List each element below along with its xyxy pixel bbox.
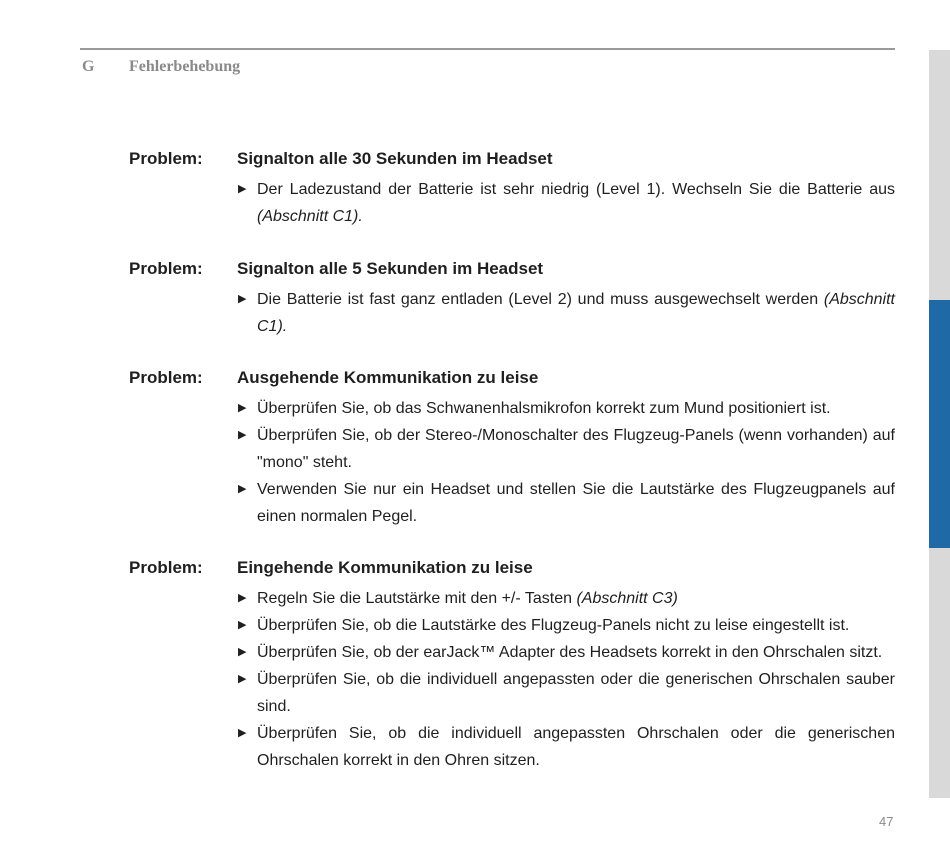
- section-reference: (Abschnitt C3): [576, 590, 678, 607]
- header-rule: [80, 48, 895, 50]
- bullet-list: [237, 395, 895, 530]
- problem-title: Eingehende Kommunikation zu leise: [237, 558, 533, 577]
- problem-title: Ausgehende Kommunikation zu leise: [237, 368, 539, 387]
- triangle-right-icon: ▶: [238, 646, 247, 658]
- bullet-item: [237, 286, 895, 340]
- chapter-title: Fehlerbehebung: [129, 58, 241, 75]
- bullet-text: Überprüfen Sie, ob die Lautstärke des Flugzeug-Panels nicht zu leise eingestellt ist.: [257, 617, 850, 634]
- section-reference: (Abschnitt C1).: [257, 208, 363, 225]
- bullet-text: Regeln Sie die Lautstärke mit den +/- Tasten: [257, 590, 577, 607]
- bullet-text: Die Batterie ist fast ganz entladen (Level 2) und muss ausgewechselt werden: [257, 291, 824, 308]
- bullet-item: [237, 422, 895, 476]
- bullet-text: Der Ladezustand der Batterie ist sehr niedrig (Level 1). Wechseln Sie die Batterie aus: [257, 181, 895, 198]
- bullet-text: Überprüfen Sie, ob das Schwanenhalsmikrofon korrekt zum Mund positioniert ist.: [257, 400, 831, 417]
- bullet-text: Überprüfen Sie, ob der Stereo-/Monoschalter des Flugzeug-Panels (wenn vorhanden) auf "mono" steht.: [257, 427, 895, 471]
- section-reference: (Abschnitt C1).: [257, 291, 895, 335]
- bullet-item: [237, 176, 895, 230]
- bullet-text: Verwenden Sie nur ein Headset und stellen Sie die Lautstärke des Flugzeugpanels auf einen normalen Pegel.: [257, 481, 895, 525]
- problem-title: Signalton alle 5 Sekunden im Headset: [237, 259, 544, 278]
- triangle-right-icon: ▶: [238, 402, 247, 414]
- bullet-item: [237, 585, 895, 612]
- triangle-right-icon: ▶: [238, 483, 247, 495]
- bullet-text: Überprüfen Sie, ob der earJack™ Adapter des Headsets korrekt in den Ohrschalen sitzt.: [257, 644, 883, 661]
- triangle-right-icon: ▶: [238, 727, 247, 739]
- bullet-list: [237, 176, 895, 230]
- bullet-item: [237, 395, 895, 422]
- bullet-item: [237, 476, 895, 530]
- problem-title: Signalton alle 30 Sekunden im Headset: [237, 149, 553, 168]
- triangle-right-icon: ▶: [238, 183, 247, 195]
- page-number: 47: [879, 814, 894, 829]
- triangle-right-icon: ▶: [238, 429, 247, 441]
- triangle-right-icon: ▶: [238, 619, 247, 631]
- triangle-right-icon: ▶: [238, 293, 247, 305]
- bullet-list: [237, 585, 895, 774]
- problem-label: Problem:: [129, 558, 203, 577]
- active-chapter-tab: [929, 300, 950, 548]
- bullet-item: [237, 666, 895, 720]
- problem-label: Problem:: [129, 149, 203, 168]
- bullet-item: [237, 612, 895, 639]
- triangle-right-icon: ▶: [238, 673, 247, 685]
- bullet-list: [237, 286, 895, 340]
- bullet-item: [237, 720, 895, 774]
- triangle-right-icon: ▶: [238, 592, 247, 604]
- problem-label: Problem:: [129, 259, 203, 278]
- problem-label: Problem:: [129, 368, 203, 387]
- bullet-text: Überprüfen Sie, ob die individuell angepassten Ohrschalen oder die generischen Ohrschalen korrekt in den Ohren sitzen.: [257, 725, 895, 769]
- bullet-text: Überprüfen Sie, ob die individuell angepassten oder die generischen Ohrschalen sauber sind.: [257, 671, 895, 715]
- chapter-letter: G: [82, 58, 95, 75]
- bullet-item: [237, 639, 895, 666]
